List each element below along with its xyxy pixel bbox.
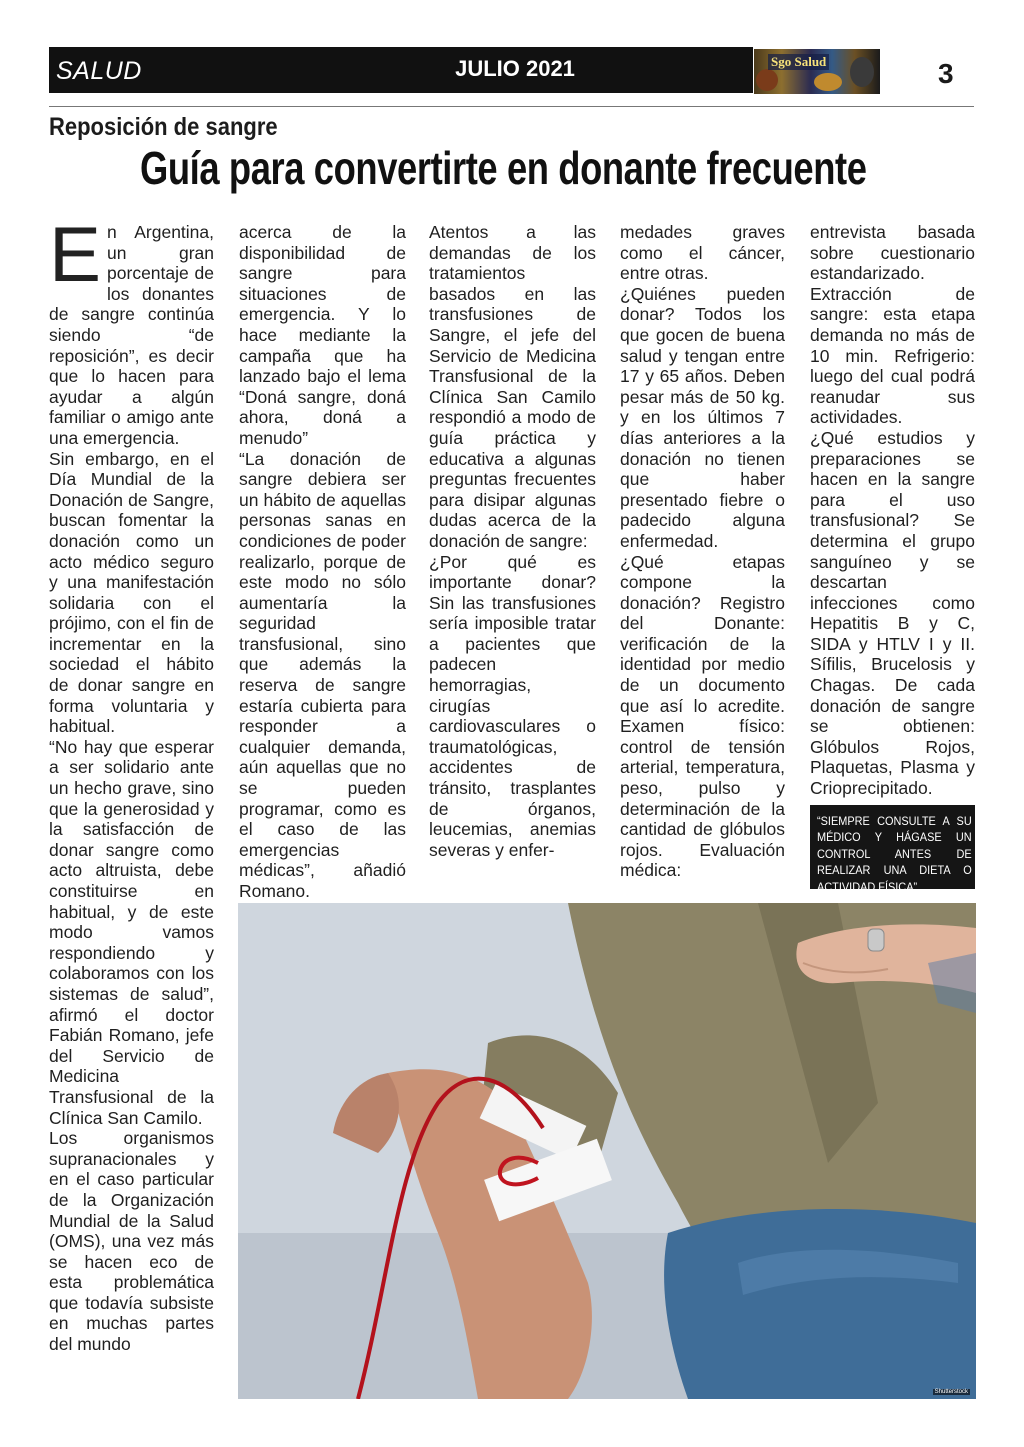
article-column-1 [49,210,214,1355]
article-column-3 [429,222,596,860]
paragraph: ¿Qué estudios y preparaciones se hacen en la sangre para el uso transfusional? Se determina el grupo sanguíneo y se descartan infecciones como Hepatitis B y C, SIDA y HTLV I y II. Sífilis, Brucelosis y Chagas. De cada donación de sangre se obtienen: Glóbulos Rojos, Plaquetas, Plasma y Crioprecipitado. [810,427,975,799]
issue-date: JULIO 2021 [455,56,575,81]
logo-text: Sgo Salud [768,54,829,70]
paragraph: ¿Qué etapas compone la donación? Registro del Donante: verificación de la identidad por medio de un documento que así lo acredite. Examen físico: control de tensión arterial, temperatura, peso, pulso y determinación de la cantidad de glóbulos rojos. Evaluación médica: [620,551,785,881]
paragraph: “No hay que esperar a ser solidario ante un hecho grave, sino que la generosidad y la satisfacción de donar sangre como acto altruista, debe constituirse en habitual, y de este modo vamos respondiendo y colaboramos con los sistemas de salud”, afirmó el doctor Fabián Romano, jefe del Servicio de Medicina Transfusional de la Clínica San Camilo. [49,736,214,1128]
article-column-2 [239,222,406,902]
paragraph: n Argentina, un gran porcentaje de los donantes de sangre continúa siendo “de reposición”, es decir que lo hacen para ayudar a algún familiar o amigo ante una emergencia. [49,222,214,448]
paragraph: Atentos a las demandas de los tratamientos basados en las transfusiones de Sangre, el jefe del Servicio de Medicina Transfusional de la Clínica San Camilo respondió a modo de guía práctica y educativa a algunas preguntas frecuentes para disipar algunas dudas acerca de la donación de sangre: [429,222,596,551]
page-number: 3 [938,58,954,89]
paragraph: Sin embargo, en el Día Mundial de la Donación de Sangre, buscan fomentar la donación como un acto médico seguro y una manifestación solidaria con el prójimo, con el fin de incrementar en la sociedad el hábito de donar sangre en forma voluntaria y habitual. [49,448,214,737]
paragraph: medades graves como el cáncer, entre otras. [620,222,785,284]
article-column-4 [620,222,785,881]
paragraph: “La donación de sangre debiera ser un hábito de aquellas personas sanas en condiciones de poder realizarlo, porque de este modo no sólo aumentaría la seguridad transfusional, sino que además la reserva de sangre estaría cubierta para responder a cualquier demanda, aún aquellas que no se pueden programar, como es el caso de las emergencias médicas”, añadió Romano. [239,448,406,901]
header-divider [49,106,974,107]
paragraph: acerca de la disponibilidad de sangre para situaciones de emergencia. Y lo hace mediante la campaña que ha lanzado bajo el lema “Doná sangre, doná ahora, doná a menudo” [239,222,406,448]
article-kicker: Reposición de sangre [49,113,278,141]
drop-cap: E [49,210,102,298]
paragraph: entrevista basada sobre cuestionario estandarizado. Extracción de sangre: esta etapa demanda no más de 10 min. Refrigerio: luego del cual podrá reanudar sus actividades. [810,222,975,428]
section-name: SALUD [56,57,142,85]
paragraph: Los organismos supranacionales y en el caso particular de la Organización Mundial de la Salud (OMS), una vez más se hacen eco de esta problemática que todavía subsiste en muchas partes del mundo [49,1128,214,1355]
paragraph: ¿Por qué es importante donar? Sin las transfusiones sería imposible tratar a pacientes que padecen hemorragias, cirugías cardiovasculares o traumatológicas, accidentes de tránsito, trasplantes de órganos, leucemias, anemias severas y enfer- [429,551,596,860]
sidebar-quote-text: “SIEMPRE CONSULTE A SU MÉDICO Y HÁGASE UN CONTROL ANTES DE REALIZAR UNA DIETA O ACTIVIDAD FÍSICA” [817,814,972,894]
article-column-5 [810,222,975,799]
photo-credit: Shutterstock [934,1389,968,1395]
section-header-bar [49,47,753,93]
publication-logo [754,49,880,94]
paragraph: ¿Quiénes pueden donar? Todos los que gocen de buena salud y tengan entre 17 y 65 años. Deben pesar más de 50 kg. y en los últimos 7 días anteriores a la donación no tienen que haber presentado fiebre o padecido alguna enfermedad. [620,283,785,551]
article-headline: Guía para convertirte en donante frecuente [140,142,867,194]
blood-donation-photo [238,903,976,1399]
blood-donation-illustration [238,903,976,1399]
sidebar-quote-box [810,805,975,894]
